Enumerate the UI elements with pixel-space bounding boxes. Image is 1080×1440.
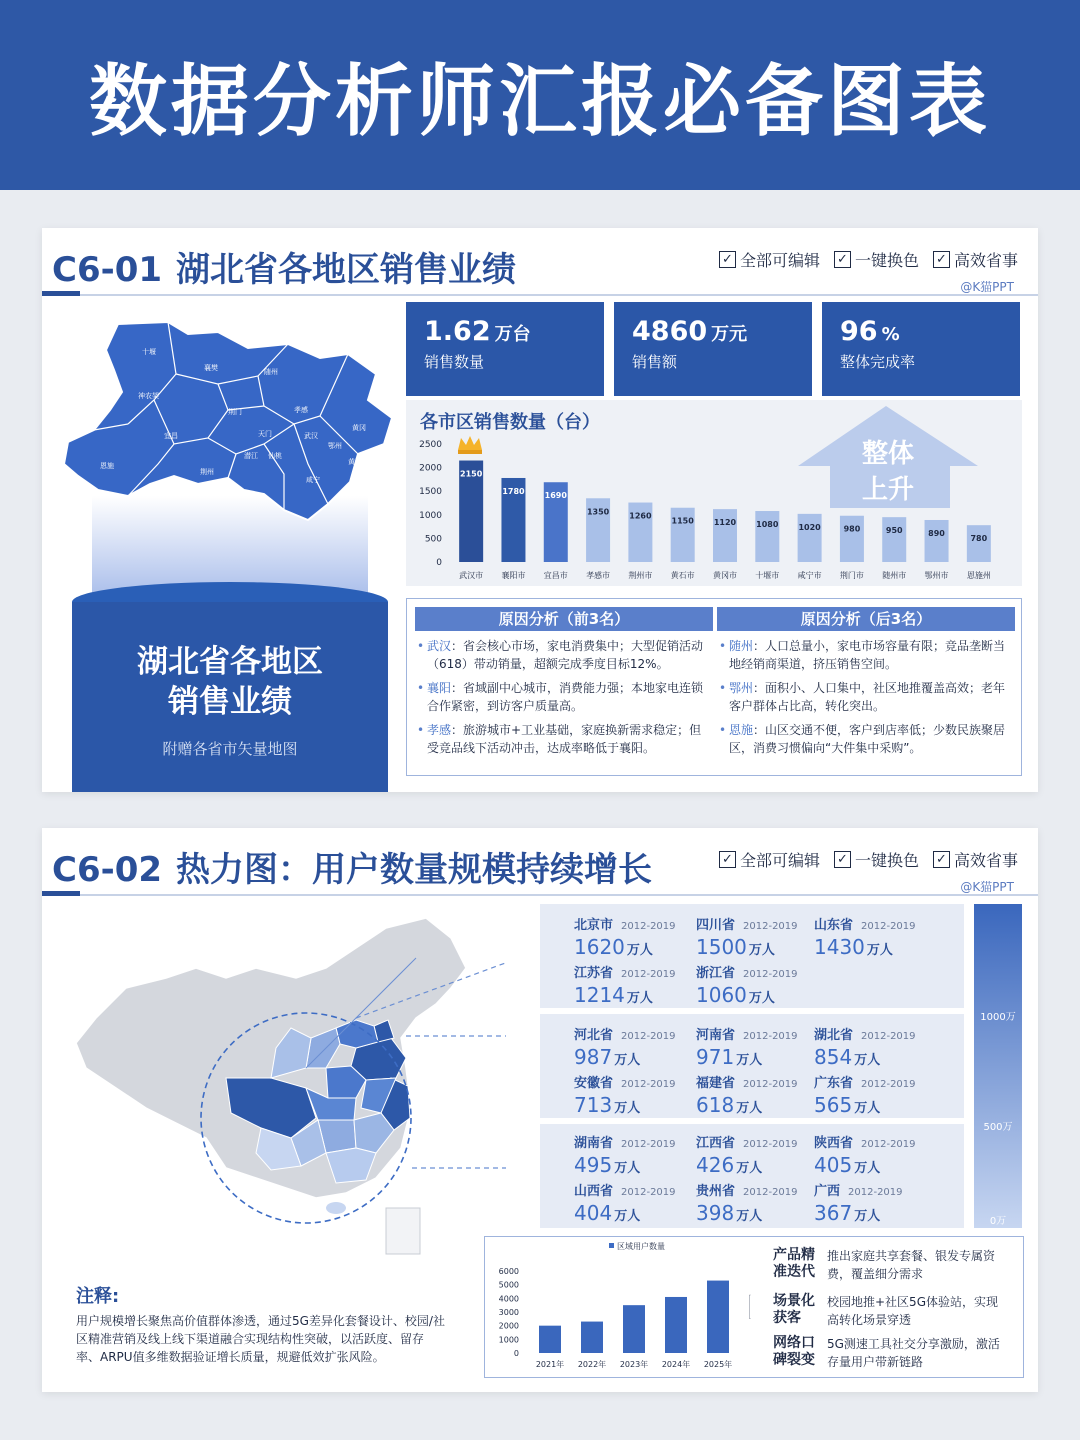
annotation-key: 网络口 碑裂变 <box>773 1335 815 1368</box>
checkbox-icon: ✓ <box>719 251 736 268</box>
province-stat <box>814 914 944 959</box>
province-name: 福建省 <box>696 1076 736 1091</box>
feature-item <box>719 848 820 871</box>
checkbox-icon: ✓ <box>719 851 736 868</box>
value-unit: 万人 <box>614 1101 641 1116</box>
y-tick-label: 5000 <box>498 1280 519 1290</box>
feature-label: 高效省事 <box>953 251 1018 270</box>
map-label: 黄石 <box>348 458 362 466</box>
province-value: 398 <box>696 1201 735 1225</box>
map-label: 武汉 <box>304 432 318 440</box>
annotation-key: 场景化 获客 <box>773 1293 815 1326</box>
legend-label: 0万 <box>989 1216 1007 1227</box>
stat-panel-bottom <box>540 1124 964 1228</box>
province-name: 江苏省 <box>574 966 614 981</box>
x-tick-label: 随州市 <box>882 571 907 580</box>
province-stat <box>696 962 826 1007</box>
bar <box>581 1322 603 1353</box>
card-title-text: 湖北省各地区销售业绩 <box>176 250 517 290</box>
checkbox-icon: ✓ <box>933 851 950 868</box>
province-stat <box>814 1132 944 1177</box>
feature-label: 一键换色 <box>854 851 919 870</box>
checkbox-icon: ✓ <box>933 251 950 268</box>
year-range: 2012-2019 <box>621 921 676 932</box>
reason-bottom-column <box>717 607 1015 757</box>
province-stat <box>696 1132 826 1177</box>
kpi-value <box>840 316 1002 347</box>
y-tick-label: 2000 <box>498 1321 519 1331</box>
bar-value-label: 1780 <box>502 486 525 496</box>
header-divider <box>42 894 1038 896</box>
bar-value-label: 780 <box>970 534 988 544</box>
value-unit: 万人 <box>736 1209 763 1224</box>
kpi-number: 4860 <box>632 316 708 347</box>
feature-item <box>933 848 1018 871</box>
province-value: 405 <box>814 1153 853 1177</box>
y-tick-label: 0 <box>513 1349 519 1358</box>
banner <box>0 0 1080 190</box>
province-name: 湖北省 <box>814 1028 854 1043</box>
year-range: 2012-2019 <box>743 969 798 980</box>
x-tick-label: 2023年 <box>619 1360 649 1369</box>
annotation-text: 推出家庭共享套餐、银发专属资费，覆盖细分需求 <box>827 1249 996 1281</box>
value-unit: 万人 <box>854 1209 881 1224</box>
x-tick-label: 恩施州 <box>966 571 991 580</box>
province-stat <box>696 1072 826 1117</box>
kpi-value <box>632 316 794 347</box>
x-tick-label: 宜昌市 <box>543 571 568 580</box>
bar-value-label: 1690 <box>544 491 567 501</box>
reason-city: 鄂州 <box>729 681 754 695</box>
value-unit: 万人 <box>614 1053 641 1068</box>
bar <box>539 1326 561 1353</box>
y-tick-label: 0 <box>436 558 442 568</box>
province-stat <box>574 1024 704 1069</box>
value-unit: 万人 <box>614 1209 641 1224</box>
x-tick-label: 荆门市 <box>839 571 864 580</box>
annotation-key: 产品精 准迭代 <box>773 1247 815 1280</box>
reason-text: 省会核心市场，家电消费集中；大型促销活动（618）带动销量，超额完成季度目标12%。 <box>427 639 704 671</box>
province-stat <box>574 1072 704 1117</box>
province-name: 河南省 <box>696 1028 736 1043</box>
reason-bottom-head: 原因分析（后3名） <box>717 607 1015 631</box>
user-growth-panel <box>484 1236 1024 1378</box>
hubei-map <box>58 314 398 524</box>
card-title <box>52 242 516 291</box>
map-label: 恩施 <box>100 462 114 470</box>
kpi-number: 1.62 <box>424 316 491 347</box>
south-sea-inset <box>386 1208 420 1254</box>
province-stat <box>696 1024 826 1069</box>
kpi-number: 96 <box>840 316 878 347</box>
value-unit: 万人 <box>748 991 775 1006</box>
year-range: 2012-2019 <box>848 1187 903 1198</box>
map-label: 宜昌 <box>164 432 178 440</box>
reason-city: 襄阳 <box>427 681 452 695</box>
bar-value-label: 1120 <box>713 518 737 528</box>
province-stat <box>574 1180 704 1225</box>
province-value: 404 <box>574 1201 613 1225</box>
feature-label: 一键换色 <box>854 251 919 270</box>
kpi-unit: 万元 <box>711 324 748 345</box>
bar <box>755 511 779 562</box>
province-stat <box>696 1180 826 1225</box>
bar <box>707 1281 729 1353</box>
value-unit: 万人 <box>736 1101 763 1116</box>
pedestal-title-line: 湖北省各地区 <box>137 644 323 680</box>
province-value: 1214 <box>574 983 625 1007</box>
feature-item <box>719 248 820 271</box>
x-tick-label: 荆州市 <box>628 571 653 580</box>
province-name: 安徽省 <box>574 1076 614 1091</box>
credit: @K猫PPT <box>960 880 1014 894</box>
x-tick-label: 2022年 <box>577 1360 607 1369</box>
year-range: 2012-2019 <box>861 1031 916 1042</box>
x-tick-label: 黄冈市 <box>713 571 737 580</box>
kpi-completion-rate <box>822 302 1020 396</box>
x-tick-label: 2025年 <box>703 1360 733 1369</box>
y-tick-label: 6000 <box>498 1267 519 1276</box>
arrow-text: 整体 <box>861 439 915 469</box>
map-label: 随州 <box>264 368 278 376</box>
annotation-text: 校园地推+社区5G体验站，实现高转化场景穿透 <box>827 1295 998 1327</box>
feature-list <box>719 248 1018 271</box>
kpi-label: 销售数量 <box>424 353 485 371</box>
user-growth-chart <box>485 1237 747 1377</box>
bar-value-label: 1080 <box>756 520 779 530</box>
x-tick-label: 孝感市 <box>586 571 611 580</box>
reason-text: 省域副中心城市，消费能力强；本地家电连锁合作紧密，到访客户质量高。 <box>427 681 704 713</box>
bar-value-label: 950 <box>885 526 903 536</box>
banner-title: 数据分析师汇报必备图表 <box>88 57 991 147</box>
year-range: 2012-2019 <box>743 1079 798 1090</box>
feature-list <box>719 848 1018 871</box>
reason-city: 随州 <box>729 639 754 653</box>
x-tick-label: 武汉市 <box>459 571 484 580</box>
bar <box>798 514 822 562</box>
value-unit: 万人 <box>736 1053 763 1068</box>
annotation-text: 5G测速工具社交分享激励，激活存量用户带新链路 <box>827 1337 1000 1369</box>
value-unit: 万人 <box>614 1161 641 1176</box>
bar <box>623 1305 645 1353</box>
province-value: 1060 <box>696 983 747 1007</box>
reason-city: 恩施 <box>729 723 754 737</box>
province-name: 贵州省 <box>696 1184 736 1199</box>
kpi-label: 整体完成率 <box>840 353 916 371</box>
y-tick-label: 4000 <box>498 1294 519 1304</box>
checkbox-icon: ✓ <box>834 851 851 868</box>
stat-panel-top <box>540 904 964 1008</box>
china-heat-map <box>56 908 506 1268</box>
card-c6-02 <box>42 828 1038 1392</box>
note-title: 注释: <box>76 1286 120 1307</box>
bar-value-label: 1020 <box>798 522 821 532</box>
map-label: 天门 <box>258 430 272 438</box>
bar <box>882 517 906 562</box>
province-value: 367 <box>814 1201 853 1225</box>
province-value: 1500 <box>696 935 747 959</box>
province-stat <box>814 1024 944 1069</box>
bar-value-label: 890 <box>928 528 945 538</box>
province-name: 山东省 <box>814 918 854 933</box>
y-tick-label: 3000 <box>498 1308 519 1317</box>
pedestal-subtitle: 附赠各省市矢量地图 <box>162 740 298 758</box>
feature-label: 高效省事 <box>953 851 1018 870</box>
reason-text: 山区交通不便，客户到店率低；少数民族聚居区，消费习惯偏向“大件集中采购”。 <box>729 723 1006 755</box>
bar <box>665 1297 687 1353</box>
reason-item: • 恩施：山区交通不便，客户到店率低；少数民族聚居区，消费习惯偏向“大件集中采购”。 <box>719 723 1006 755</box>
year-range: 2012-2019 <box>743 921 798 932</box>
map-label: 十堰 <box>142 348 156 356</box>
feature-label: 全部可编辑 <box>739 251 820 270</box>
x-tick-label: 襄阳市 <box>501 571 526 580</box>
year-range: 2012-2019 <box>621 1187 676 1198</box>
card-title <box>52 842 652 891</box>
card-c6-01 <box>42 228 1038 792</box>
province-stat <box>574 962 704 1007</box>
map-label: 荆门 <box>228 408 242 416</box>
value-unit: 万人 <box>748 943 775 958</box>
value-unit: 万人 <box>854 1053 881 1068</box>
header-accent <box>42 891 80 896</box>
map-label: 黄冈 <box>352 424 366 432</box>
province-value: 495 <box>574 1153 613 1177</box>
reason-item: • 鄂州：面积小、人口集中，社区地推覆盖高效；老年客户群体占比高，转化突出。 <box>719 681 1006 713</box>
bar-value-label: 980 <box>843 524 861 534</box>
legend-swatch <box>609 1243 614 1248</box>
province-name: 河北省 <box>574 1028 614 1043</box>
x-tick-label: 2024年 <box>661 1360 691 1369</box>
map-label: 襄樊 <box>204 364 218 372</box>
bar <box>967 525 991 562</box>
province-value: 713 <box>574 1093 613 1117</box>
sales-bar-chart <box>406 400 1022 586</box>
bar-value-label: 1150 <box>671 516 694 526</box>
chart-title: 各市区销售数量（台） <box>420 412 600 433</box>
province-value: 1430 <box>814 935 865 959</box>
checkbox-icon: ✓ <box>834 251 851 268</box>
card-code: C6-02 <box>52 850 163 890</box>
feature-item <box>933 248 1018 271</box>
sales-bar-chart-svg <box>406 400 1022 586</box>
year-range: 2012-2019 <box>861 1079 916 1090</box>
bar <box>840 516 864 562</box>
province-name: 四川省 <box>696 918 736 933</box>
feature-item <box>834 848 919 871</box>
kpi-value <box>424 316 586 347</box>
pedestal-title <box>72 642 388 722</box>
value-unit: 万人 <box>626 943 653 958</box>
province-value: 987 <box>574 1045 613 1069</box>
reason-city: 武汉 <box>427 639 452 653</box>
value-unit: 万人 <box>866 943 893 958</box>
province-value: 565 <box>814 1093 853 1117</box>
reason-item: • 襄阳：省域副中心城市，消费能力强；本地家电连锁合作紧密，到访客户质量高。 <box>417 681 704 713</box>
bar <box>713 509 737 562</box>
province-value: 426 <box>696 1153 735 1177</box>
y-tick-label: 1000 <box>419 510 442 521</box>
header-divider <box>42 294 1038 296</box>
kpi-sales-amount <box>614 302 812 396</box>
bar <box>925 520 949 562</box>
pedestal-title-line: 销售业绩 <box>168 684 292 720</box>
province-name: 江西省 <box>696 1136 736 1151</box>
year-range: 2012-2019 <box>861 1139 916 1150</box>
island <box>326 1202 346 1214</box>
x-tick-label: 鄂州市 <box>924 571 949 580</box>
legend-label: 500万 <box>983 1122 1013 1133</box>
value-unit: 万人 <box>736 1161 763 1176</box>
year-range: 2012-2019 <box>743 1139 798 1150</box>
y-tick-label: 1000 <box>498 1335 519 1345</box>
year-range: 2012-2019 <box>743 1187 798 1198</box>
bracket-divider <box>749 1245 751 1369</box>
year-range: 2012-2019 <box>743 1031 798 1042</box>
province-name: 北京市 <box>574 918 614 933</box>
card-header <box>42 828 1038 898</box>
reason-top-head: 原因分析（前3名） <box>415 607 713 631</box>
map-label: 孝感 <box>294 406 308 414</box>
province-name: 广西 <box>814 1184 841 1199</box>
map-label: 咸宁 <box>306 476 320 484</box>
province-name: 浙江省 <box>696 966 736 981</box>
feature-item <box>834 248 919 271</box>
bar-value-label: 1350 <box>586 507 610 517</box>
province-stat <box>696 914 826 959</box>
province-stat <box>814 1072 944 1117</box>
kpi-unit: 万台 <box>494 324 531 345</box>
map-label: 鄂州 <box>328 442 342 450</box>
kpi-unit: % <box>881 324 900 345</box>
province-name: 广东省 <box>814 1076 854 1091</box>
feature-label: 全部可编辑 <box>739 851 820 870</box>
province-name: 湖南省 <box>574 1136 614 1151</box>
card-header <box>42 228 1038 298</box>
reason-text: 面积小、人口集中，社区地推覆盖高效；老年客户群体占比高，转化突出。 <box>729 681 1006 713</box>
x-tick-label: 黄石市 <box>670 571 695 580</box>
province-value: 618 <box>696 1093 735 1117</box>
hubei-region-shape <box>64 322 392 520</box>
map-label: 神农架 <box>138 392 159 400</box>
stat-panel-middle <box>540 1014 964 1118</box>
heat-legend-bar <box>974 904 1022 1228</box>
province-value: 971 <box>696 1045 735 1069</box>
y-tick-label: 2000 <box>419 463 442 474</box>
y-tick-label: 2500 <box>419 440 442 450</box>
header-accent <box>42 291 80 296</box>
card-title-text: 热力图：用户数量规模持续增长 <box>176 850 653 890</box>
reason-item: • 随州：人口总量小，家电市场容量有限；竞品垄断当地经销商渠道，挤压销售空间。 <box>719 639 1006 671</box>
x-tick-label: 2021年 <box>535 1360 565 1369</box>
bar-value-label: 1260 <box>629 511 652 521</box>
map-label: 潜江 <box>244 452 258 460</box>
card-code: C6-01 <box>52 250 163 290</box>
kpi-sales-quantity <box>406 302 604 396</box>
arrow-text: 上升 <box>861 475 915 505</box>
reason-analysis <box>406 598 1022 776</box>
crown-icon <box>458 436 482 454</box>
year-range: 2012-2019 <box>621 969 676 980</box>
kpi-label: 销售额 <box>632 353 678 371</box>
legend-label: 1000万 <box>980 1012 1016 1023</box>
province-stat <box>574 914 704 959</box>
year-range: 2012-2019 <box>861 921 916 932</box>
bar-value-label: 2150 <box>460 469 483 479</box>
map-label: 荆州 <box>200 468 214 476</box>
reason-city: 孝感 <box>427 723 452 737</box>
province-value: 1620 <box>574 935 625 959</box>
reason-top-column <box>415 607 713 757</box>
value-unit: 万人 <box>854 1101 881 1116</box>
credit: @K猫PPT <box>960 280 1014 294</box>
pedestal-body <box>72 602 388 792</box>
note-text: 用户规模增长聚焦高价值群体渗透，通过5G差异化套餐设计、校园/社区精准营销及线上线下渠道融合实现结构性突破，以活跃度、留存率、ARPU值多维数据验证增长质量，规避低效扩张风险。 <box>76 1314 445 1364</box>
year-range: 2012-2019 <box>621 1079 676 1090</box>
reason-item: • 孝感：旅游城市+工业基础，家庭换新需求稳定；但受竞品线下活动冲击，达成率略低于襄阳。 <box>417 723 702 755</box>
province-name: 山西省 <box>574 1184 614 1199</box>
map-label: 仙桃 <box>268 452 282 460</box>
province-name: 陕西省 <box>814 1136 854 1151</box>
province-stat <box>814 1180 944 1225</box>
y-tick-label: 500 <box>424 534 442 545</box>
value-unit: 万人 <box>854 1161 881 1176</box>
value-unit: 万人 <box>626 991 653 1006</box>
province-stat <box>574 1132 704 1177</box>
year-range: 2012-2019 <box>621 1139 676 1150</box>
reason-item: • 武汉：省会核心市场，家电消费集中；大型促销活动（618）带动销量，超额完成季度目标12%。 <box>417 639 704 671</box>
reason-text: 旅游城市+工业基础，家庭换新需求稳定；但受竞品线下活动冲击，达成率略低于襄阳。 <box>427 723 702 755</box>
year-range: 2012-2019 <box>621 1031 676 1042</box>
x-tick-label: 咸宁市 <box>797 571 822 580</box>
x-tick-label: 十堰市 <box>755 571 780 580</box>
legend-label: 区域用户数量 <box>617 1242 665 1251</box>
reason-text: 人口总量小，家电市场容量有限；竞品垄断当地经销商渠道，挤压销售空间。 <box>729 639 1006 671</box>
province-value: 854 <box>814 1045 853 1069</box>
y-tick-label: 1500 <box>419 487 442 498</box>
